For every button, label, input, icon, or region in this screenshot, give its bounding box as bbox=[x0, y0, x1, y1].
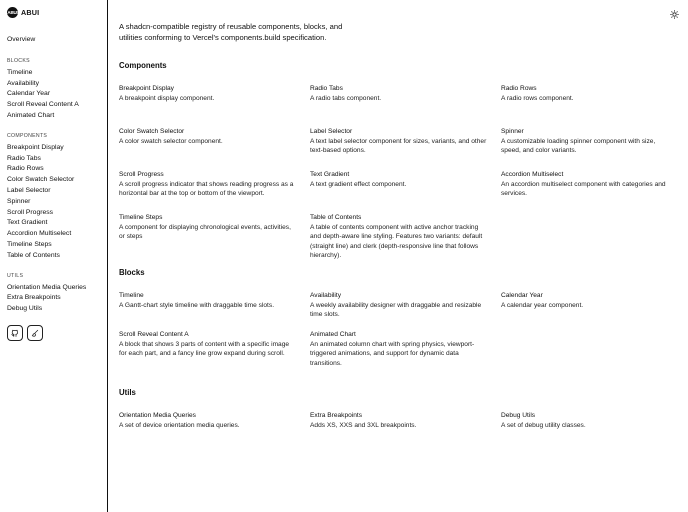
sidebar bbox=[0, 0, 107, 512]
card-title: Spinner bbox=[501, 128, 524, 135]
card-title: Extra Breakpoints bbox=[310, 412, 363, 419]
sidebar-item-calendar-year[interactable]: Calendar Year bbox=[7, 90, 51, 98]
sidebar-item-radio-rows[interactable]: Radio Rows bbox=[7, 165, 44, 173]
brush-button[interactable] bbox=[27, 325, 43, 341]
card-description: A color swatch selector component. bbox=[119, 138, 223, 145]
sidebar-item-label-selector[interactable]: Label Selector bbox=[7, 186, 51, 194]
nav-section-label: COMPONENTS bbox=[7, 132, 48, 139]
card-description: Adds XS, XXS and 3XL breakpoints. bbox=[310, 422, 417, 429]
card-title: Availability bbox=[310, 292, 342, 299]
card-debug-utils[interactable] bbox=[501, 411, 684, 430]
card-color-swatch-selector[interactable] bbox=[119, 127, 310, 170]
sidebar-item-animated-chart[interactable]: Animated Chart bbox=[7, 111, 55, 119]
sidebar-nav bbox=[7, 35, 105, 325]
card-animated-chart[interactable] bbox=[310, 330, 501, 368]
github-button[interactable] bbox=[7, 325, 23, 341]
card-table-of-contents[interactable] bbox=[310, 213, 501, 261]
theme-toggle-button[interactable] bbox=[669, 9, 679, 19]
card-description: A text label selector component for sizes, variants, and other text-based options. bbox=[310, 138, 487, 155]
section-title-utils: Utils bbox=[119, 388, 136, 397]
card-description: A table of contents component with active anchor tracking and depth-aware line styling. Features two variants: default (straight line) and clerk (depth-responsive line that follows hierarchy). bbox=[310, 224, 483, 260]
card-description: A radio tabs component. bbox=[310, 95, 382, 102]
card-title: Radio Rows bbox=[501, 85, 537, 92]
card-spinner[interactable] bbox=[501, 127, 684, 170]
card-description: A customizable loading spinner component with size, speed, and color variants. bbox=[501, 138, 656, 155]
card-breakpoint-display[interactable] bbox=[119, 84, 310, 127]
card-description: A text gradient effect component. bbox=[310, 181, 407, 188]
blocks-grid bbox=[119, 291, 684, 368]
card-description: An accordion multiselect component with categories and services. bbox=[501, 181, 666, 198]
card-title: Animated Chart bbox=[310, 331, 356, 338]
nav-section-label: BLOCKS bbox=[7, 57, 30, 64]
sidebar-item-debug-utils[interactable]: Debug Utils bbox=[7, 305, 43, 313]
card-description: A weekly availability designer with draggable and resizable time slots. bbox=[310, 302, 482, 319]
sun-icon bbox=[670, 10, 679, 19]
card-accordion-multiselect[interactable] bbox=[501, 170, 684, 213]
intro-text: A shadcn-compatible registry of reusable components, blocks, and utilities conforming to Vercel's components.build specification. bbox=[119, 22, 343, 42]
nav-group-components bbox=[7, 132, 105, 262]
card-scroll-reveal-content-a[interactable] bbox=[119, 330, 310, 368]
section-title-blocks: Blocks bbox=[119, 268, 145, 277]
card-timeline[interactable] bbox=[119, 291, 310, 330]
components-grid bbox=[119, 84, 684, 261]
section-title-components: Components bbox=[119, 61, 167, 70]
nav-group-blocks bbox=[7, 57, 105, 122]
sidebar-item-orientation-media-queries[interactable]: Orientation Media Queries bbox=[7, 283, 87, 291]
card-title: Table of Contents bbox=[310, 214, 362, 221]
sidebar-item-overview[interactable]: Overview bbox=[7, 36, 36, 43]
card-title: Scroll Reveal Content A bbox=[119, 331, 189, 338]
sidebar-item-spinner[interactable]: Spinner bbox=[7, 197, 31, 205]
card-radio-tabs[interactable] bbox=[310, 84, 501, 127]
sidebar-item-text-gradient[interactable]: Text Gradient bbox=[7, 219, 48, 227]
card-scroll-progress[interactable] bbox=[119, 170, 310, 213]
card-title: Label Selector bbox=[310, 128, 353, 135]
utils-grid bbox=[119, 411, 684, 430]
card-label-selector[interactable] bbox=[310, 127, 501, 170]
sidebar-item-accordion-multiselect[interactable]: Accordion Multiselect bbox=[7, 230, 72, 238]
sidebar-item-availability[interactable]: Availability bbox=[7, 79, 39, 87]
card-description: A Gantt-chart style timeline with draggable time slots. bbox=[119, 302, 275, 309]
card-title: Text Gradient bbox=[310, 171, 350, 178]
card-extra-breakpoints[interactable] bbox=[310, 411, 501, 430]
card-description: A set of debug utility classes. bbox=[501, 422, 586, 429]
sidebar-item-scroll-reveal-content-a[interactable]: Scroll Reveal Content A bbox=[7, 101, 79, 109]
card-text-gradient[interactable] bbox=[310, 170, 501, 213]
card-title: Radio Tabs bbox=[310, 85, 343, 92]
brand-name: ABUI bbox=[21, 8, 40, 17]
sidebar-item-breakpoint-display[interactable]: Breakpoint Display bbox=[7, 143, 64, 151]
card-title: Timeline Steps bbox=[119, 214, 163, 221]
nav-section-label: UTILS bbox=[7, 272, 24, 279]
card-title: Calendar Year bbox=[501, 292, 543, 299]
logo-icon: ABUI bbox=[7, 7, 18, 18]
sidebar-item-table-of-contents[interactable]: Table of Contents bbox=[7, 251, 60, 259]
brand[interactable] bbox=[7, 6, 39, 19]
card-title: Debug Utils bbox=[501, 412, 536, 419]
card-description: A breakpoint display component. bbox=[119, 95, 215, 102]
sidebar-item-timeline[interactable]: Timeline bbox=[7, 68, 33, 76]
nav-group-utils bbox=[7, 272, 105, 315]
card-title: Accordion Multiselect bbox=[501, 171, 564, 178]
brush-icon bbox=[31, 329, 39, 337]
card-timeline-steps[interactable] bbox=[119, 213, 310, 261]
card-title: Timeline bbox=[119, 292, 144, 299]
card-description: A calendar year component. bbox=[501, 302, 584, 309]
sidebar-item-extra-breakpoints[interactable]: Extra Breakpoints bbox=[7, 294, 61, 302]
sidebar-item-radio-tabs[interactable]: Radio Tabs bbox=[7, 154, 41, 162]
github-icon bbox=[11, 329, 19, 337]
card-title: Breakpoint Display bbox=[119, 85, 174, 92]
card-availability[interactable] bbox=[310, 291, 501, 330]
card-description: A component for displaying chronological events, activities, or steps bbox=[119, 224, 291, 241]
sidebar-item-scroll-progress[interactable]: Scroll Progress bbox=[7, 208, 54, 216]
card-calendar-year[interactable] bbox=[501, 291, 684, 330]
sidebar-item-color-swatch-selector[interactable]: Color Swatch Selector bbox=[7, 176, 75, 184]
card-description: A scroll progress indicator that shows reading progress as a horizontal bar at the top or bottom of the viewport. bbox=[119, 181, 294, 198]
card-title: Scroll Progress bbox=[119, 171, 164, 178]
sidebar-item-timeline-steps[interactable]: Timeline Steps bbox=[7, 240, 52, 248]
sidebar-icon-buttons bbox=[7, 325, 43, 341]
card-radio-rows[interactable] bbox=[501, 84, 684, 127]
card-description: An animated column chart with spring physics, viewport-triggered animations, and support for dynamic data transitions. bbox=[310, 341, 475, 367]
card-title: Orientation Media Queries bbox=[119, 412, 196, 419]
card-orientation-media-queries[interactable] bbox=[119, 411, 310, 430]
main-content bbox=[108, 0, 688, 512]
card-title: Color Swatch Selector bbox=[119, 128, 185, 135]
card-description: A radio rows component. bbox=[501, 95, 574, 102]
card-description: A set of device orientation media queries. bbox=[119, 422, 240, 429]
card-description: A block that shows 3 parts of content with a specific image for each part, and a fancy line grow expand during scroll. bbox=[119, 341, 290, 358]
